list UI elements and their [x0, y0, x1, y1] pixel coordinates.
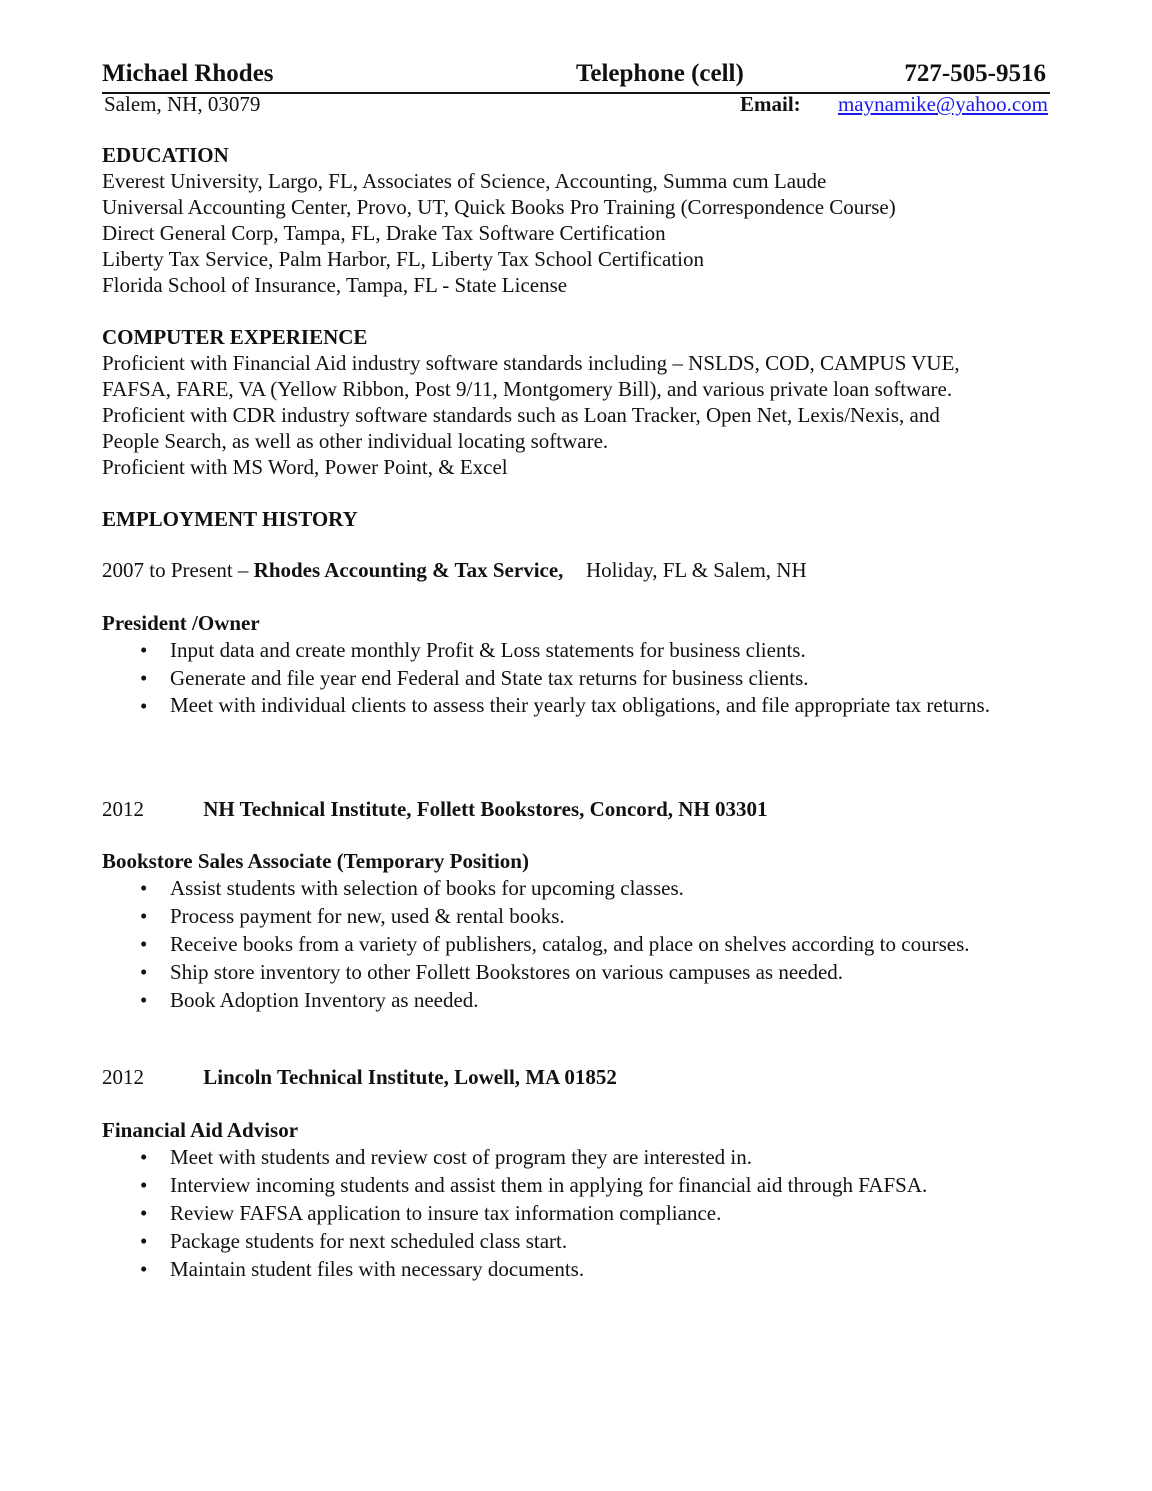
job-role: Financial Aid Advisor [102, 1118, 299, 1142]
list-item: • Interview incoming students and assist them in applying for financial aid through FAFSA. [140, 1173, 928, 1197]
job-dates: 2007 to Present – [102, 558, 249, 582]
list-item: • Review FAFSA application to insure tax information compliance. [140, 1201, 722, 1225]
education-line: Everest University, Largo, FL, Associates of Science, Accounting, Summa cum Laude [102, 169, 827, 193]
header-top-row [102, 60, 1050, 94]
list-item: • Meet with students and review cost of program they are interested in. [140, 1145, 752, 1169]
job-heading [102, 1065, 617, 1090]
job-role: President /Owner [102, 611, 260, 635]
bullet-icon: • [140, 960, 148, 984]
phone-number: 727-505-9516 [904, 60, 1046, 87]
job-location: Holiday, FL & Salem, NH [585, 558, 807, 582]
computer-experience-title: COMPUTER EXPERIENCE [102, 325, 368, 349]
email-label: Email: [740, 92, 801, 116]
bullet-icon: • [140, 1201, 148, 1225]
job-detail [102, 848, 1052, 1014]
list-item: • Package students for next scheduled class start. [140, 1229, 568, 1253]
computer-experience-section [102, 324, 1052, 480]
job-dates: 2012 [102, 797, 144, 821]
duty-list [102, 1143, 1052, 1283]
bullet-icon: • [140, 666, 148, 690]
job-company: NH Technical Institute, Follett Bookstores, Concord, NH 03301 [203, 797, 768, 821]
list-item: • Input data and create monthly Profit & Loss statements for business clients. [140, 638, 806, 662]
bullet-icon: • [140, 988, 148, 1012]
applicant-name: Michael Rhodes [102, 60, 274, 87]
job-detail [102, 1117, 1052, 1283]
education-line: Universal Accounting Center, Provo, UT, Quick Books Pro Training (Correspondence Course) [102, 195, 896, 219]
job-heading [102, 558, 807, 583]
bullet-icon: • [140, 1257, 148, 1281]
address: Salem, NH, 03079 [104, 92, 261, 116]
job-company: Lincoln Technical Institute, Lowell, MA 01852 [203, 1065, 617, 1089]
job-dates: 2012 [102, 1065, 144, 1089]
list-item: • Meet with individual clients to assess their yearly tax obligations, and file appropriate tax returns. [140, 693, 990, 718]
duty-list [102, 874, 1052, 1014]
list-item: • Process payment for new, used & rental books. [140, 904, 565, 928]
bullet-icon: • [140, 876, 148, 900]
header-second-row [104, 92, 1050, 118]
education-line: Florida School of Insurance, Tampa, FL - State License [102, 273, 568, 297]
list-item: • Assist students with selection of books for upcoming classes. [140, 876, 684, 900]
job-heading [102, 797, 768, 822]
education-title: EDUCATION [102, 143, 229, 167]
job-company: Rhodes Accounting & Tax Service, [253, 558, 564, 582]
computer-line: FAFSA, FARE, VA (Yellow Ribbon, Post 9/11, Montgomery Bill), and various private loan software. [102, 377, 953, 401]
bullet-icon: • [140, 1145, 148, 1169]
bullet-icon: • [140, 694, 148, 718]
bullet-icon: • [140, 1229, 148, 1253]
education-line: Direct General Corp, Tampa, FL, Drake Tax Software Certification [102, 221, 666, 245]
bullet-icon: • [140, 904, 148, 928]
computer-line: Proficient with MS Word, Power Point, & Excel [102, 455, 508, 479]
list-item: • Maintain student files with necessary documents. [140, 1257, 585, 1281]
list-item: • Receive books from a variety of publishers, catalog, and place on shelves according to courses. [140, 932, 970, 956]
computer-line: People Search, as well as other individual locating software. [102, 429, 609, 453]
bullet-icon: • [140, 1173, 148, 1197]
email-link[interactable]: maynamike@yahoo.com [837, 92, 1048, 116]
list-item: • Ship store inventory to other Follett Bookstores on various campuses as needed. [140, 960, 844, 984]
job-detail [102, 610, 1052, 718]
list-item: • Generate and file year end Federal and State tax returns for business clients. [140, 666, 809, 690]
employment-section [102, 506, 1052, 532]
computer-line: Proficient with Financial Aid industry software standards including – NSLDS, COD, CAMPUS VUE, [102, 351, 960, 375]
employment-title: EMPLOYMENT HISTORY [102, 507, 358, 531]
bullet-icon: • [140, 932, 148, 956]
computer-line: Proficient with CDR industry software standards such as Loan Tracker, Open Net, Lexis/Nexis, and [102, 403, 940, 427]
job-role: Bookstore Sales Associate (Temporary Position) [102, 849, 529, 873]
education-section [102, 142, 1052, 298]
phone-label: Telephone (cell) [576, 60, 744, 87]
bullet-icon: • [140, 638, 148, 662]
list-item: • Book Adoption Inventory as needed. [140, 988, 479, 1012]
duty-list [102, 636, 1052, 718]
education-line: Liberty Tax Service, Palm Harbor, FL, Liberty Tax School Certification [102, 247, 704, 271]
